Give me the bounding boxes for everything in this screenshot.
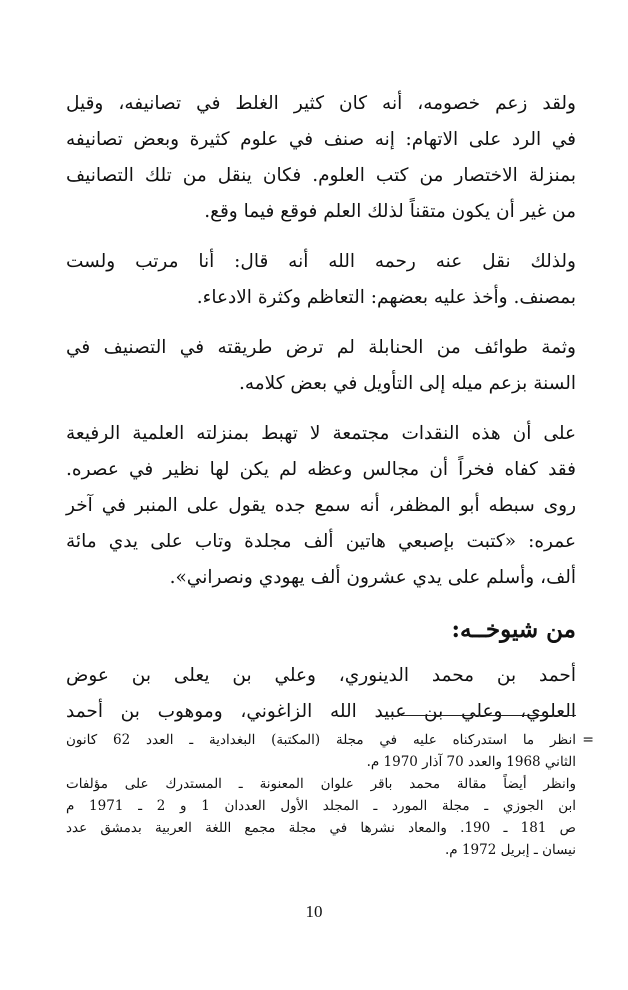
paragraph-2 xyxy=(66,244,576,316)
footnote-line: ص 181 ـ 190. والمعاد نشرها في مجلة مجمع اللغة العربية بدمشق عدد xyxy=(66,820,576,836)
text-line: روى سبطه أبو المظفر، أنه سمع جده يقول على المنبر في آخر xyxy=(66,495,576,516)
text-line: السنة بزعم ميله إلى التأويل في بعض كلامه. xyxy=(238,373,576,394)
text-line: بمنزلة الاختصار من كتب العلوم. فكان ينقل من تلك التصانيف xyxy=(66,165,576,186)
text-line: على أن هذه النقدات مجتمعة لا تهبط بمنزلته العلمية الرفيعة xyxy=(66,423,576,444)
text-line: فقد كفاه فخراً أن مجالس وعظه لم يكن لها نظير في عصره. xyxy=(66,459,576,480)
footnote-line: نيسان ـ إبريل 1972 م. xyxy=(445,842,576,858)
footnote-continuation-marker: = xyxy=(582,732,594,748)
text-line: أحمد بن محمد الدينوري، وعلي بن يعلى بن عوض xyxy=(66,665,576,686)
text-line: في الرد على الاتهام: إنه صنف في علوم كثيرة وبعض تصانيفه xyxy=(66,129,576,150)
footnote-line: وانظر أيضاً مقالة محمد باقر علوان المعنونة ـ المستدرك على مؤلفات xyxy=(66,776,576,792)
page-number: 10 xyxy=(305,902,323,921)
paragraph-teachers xyxy=(66,658,576,730)
text-line: وثمة طوائف من الحنابلة لم ترض طريقته في التصنيف في xyxy=(66,337,576,358)
paragraph-1 xyxy=(66,86,576,230)
text-line: من غير أن يكون متقناً لذلك العلم فوقع فيما وقع. xyxy=(204,201,576,222)
footnote-line: الثاني 1968 والعدد 70 آذار 1970 م. xyxy=(366,754,576,770)
text-line: بمصنف. وأخذ عليه بعضهم: التعاظم وكثرة الادعاء. xyxy=(196,287,576,308)
paragraph-4 xyxy=(66,416,576,596)
text-line: ألف، وأسلم على يدي عشرون ألف يهودي ونصراني». xyxy=(169,567,576,588)
text-line: عمره: «كتبت بإصبعي هاتين ألف مجلدة وتاب على يدي مائة xyxy=(66,531,576,552)
text-line: ولقد زعم خصومه، أنه كان كثير الغلط في تصانيفه، وقيل xyxy=(66,93,576,114)
paragraph-3 xyxy=(66,330,576,402)
footnote-separator xyxy=(401,715,576,716)
footnotes xyxy=(66,729,594,861)
section-heading: من شيوخــه: xyxy=(451,616,576,643)
footnote-line: ابن الجوزي ـ مجلة المورد ـ المجلد الأول العددان 1 و 2 ـ 1971 م xyxy=(66,798,576,814)
text-line: العلوي، وعلي بن عبيد الله الزاغوني، وموهوب بن أحمد xyxy=(66,701,576,722)
footnote-line: انظر ما استدركناه عليه في مجلة (المكتبة) البغدادية ـ العدد 62 كانون xyxy=(66,732,576,748)
text-line: ولذلك نقل عنه رحمه الله أنه قال: أنا مرتب ولست xyxy=(66,251,576,272)
